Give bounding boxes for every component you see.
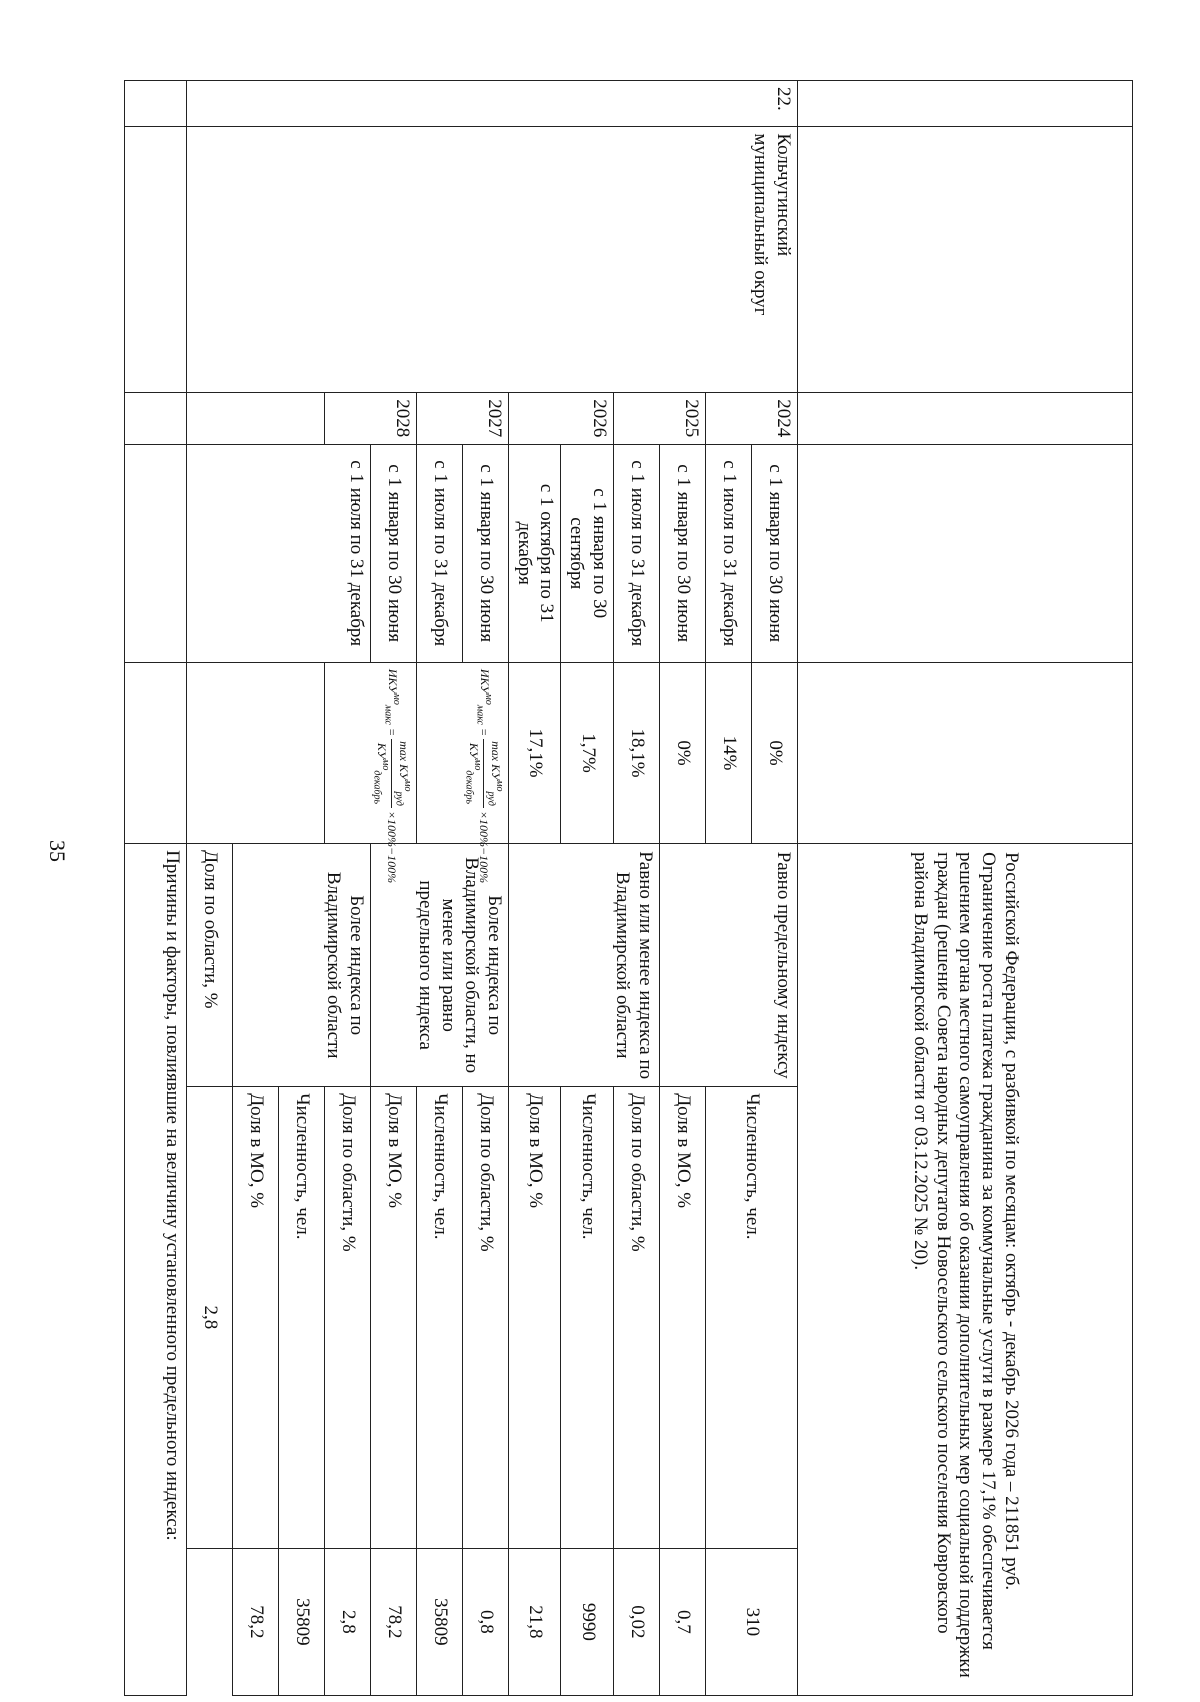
metric-lte-count: Численность, чел. [561, 1087, 614, 1548]
period-2028-first-half: с 1 января по 30 июня [370, 444, 416, 662]
period-2025-first-half: с 1 января по 30 июня [660, 444, 706, 662]
metric-gt-share-region: Доля по области, % [186, 844, 232, 1087]
index-formula-2028: $ИКУ^{мо}_{макс}$ = $\max KУ^{мо}_{руд}$ $KУ^{мо}_{декабрь}$ ×100%−100% [372, 668, 413, 884]
period-2026-second: с 1 октября по 31 декабря [508, 444, 561, 662]
prev-index-cell [798, 662, 1133, 843]
formula-2027-cell [416, 662, 508, 884]
entry-municipality: Кольчугинский муниципальный округ [186, 127, 797, 393]
metric-between-count: Численность, чел. [416, 1087, 462, 1548]
formula-2028-cell [324, 662, 416, 884]
reasons-index-spacer [124, 662, 186, 843]
metric-gt-share-mo: Доля в МО, % [232, 1087, 278, 1548]
value-between-share-region: 2,8 [324, 1548, 370, 1695]
metric-lte-share-region: Доля по области, % [462, 1087, 508, 1548]
year-2028-tail [186, 393, 324, 444]
prev-year-cell [798, 393, 1133, 444]
prev-description: Российской Федерации, с разбивкой по месяцам: октябрь - декабрь 2026 года – 211851 руб. Ограничение роста платежа гражданина за коммунальные услуги в размере 17,1% обеспечивается решением органа местного самоуправления об оказании дополнительных мер социальной поддержки граждан (решение Совета народных депутатов Новосельского сельского поселения Ковровского района Владимирской области от 03.12.2025 № 20). [798, 844, 1133, 1696]
index-2026-first: 1,7% [561, 662, 614, 843]
metric-lte-share-mo: Доля в МО, % [508, 1087, 561, 1548]
category-between: Более индекса по Владимирской области, но менее или равно предельного индекса [370, 844, 508, 1087]
prev-municipality-cell [798, 127, 1133, 393]
value-lte-count: 9990 [561, 1548, 614, 1695]
metric-equal-share-region: Доля по области, % [614, 1087, 660, 1548]
reasons-period-spacer [124, 444, 186, 662]
value-lte-share-region: 0,8 [462, 1548, 508, 1695]
prev-number-cell [798, 81, 1133, 127]
index-2024-second-half: 14% [706, 662, 752, 843]
period-2024-second-half: с 1 июля по 31 декабря [706, 444, 752, 662]
category-lte-region: Равно или менее индекса по Владимирской области [508, 844, 659, 1087]
value-equal-share-region: 0,02 [614, 1548, 660, 1695]
category-gt-region: Более индекса по Владимирской области [232, 844, 370, 1087]
category-equal: Равно предельному индексу [660, 844, 798, 1087]
page-number: 35 [45, 840, 70, 862]
value-equal-share-mo: 0,7 [660, 1548, 706, 1695]
value-gt-share-mo: 78,2 [232, 1548, 278, 1695]
year-2026: 2026 [508, 393, 613, 444]
index-2025-first-half: 0% [660, 662, 706, 843]
reasons-year-spacer [124, 393, 186, 444]
value-gt-count: 35809 [278, 1548, 324, 1695]
metric-equal-count: Численность, чел. [706, 1087, 798, 1548]
reasons-label: Причины и факторы, повлиявшие на величину установленного предельного индекса: [124, 844, 186, 1696]
prev-period-cell [798, 444, 1133, 662]
value-gt-share-region: 2,8 [186, 1087, 232, 1548]
index-2024-first-half: 0% [752, 662, 798, 843]
index-formula-2027: $ИКУ^{мо}_{макс}$ = $\max KУ^{мо}_{руд}$ $KУ^{мо}_{декабрь}$ ×100%−100% [464, 668, 505, 884]
municipal-index-table [124, 80, 1133, 1696]
period-2024-first-half: с 1 января по 30 июня [752, 444, 798, 662]
index-2026-second: 17,1% [508, 662, 561, 843]
reasons-municipality-spacer [124, 127, 186, 393]
metric-equal-share-mo: Доля в МО, % [660, 1087, 706, 1548]
period-2027-first-half: с 1 января по 30 июня [462, 444, 508, 662]
index-2025-second-half: 18,1% [614, 662, 660, 843]
entry-number: 22. [186, 81, 797, 127]
year-2027: 2027 [416, 393, 508, 444]
metric-between-share-mo: Доля в МО, % [370, 1087, 416, 1548]
index-2028-tail [186, 662, 324, 843]
period-2027-second-half: с 1 июля по 31 декабря [416, 444, 462, 662]
value-between-count: 35809 [416, 1548, 462, 1695]
year-2025: 2025 [614, 393, 706, 444]
metric-between-share-region: Доля по области, % [324, 1087, 370, 1548]
reasons-number-spacer [124, 81, 186, 127]
value-equal-count: 310 [706, 1548, 798, 1695]
value-between-share-mo: 78,2 [370, 1548, 416, 1695]
period-2028-second-half: с 1 июля по 31 декабря [186, 444, 370, 662]
period-2025-second-half: с 1 июля по 31 декабря [614, 444, 660, 662]
value-lte-share-mo: 21,8 [508, 1548, 561, 1695]
table-frame [161, 80, 1133, 1696]
period-2026-first: с 1 января по 30 сентября [561, 444, 614, 662]
metric-gt-count: Численность, чел. [278, 1087, 324, 1548]
year-2024: 2024 [706, 393, 798, 444]
year-2028: 2028 [324, 393, 416, 444]
